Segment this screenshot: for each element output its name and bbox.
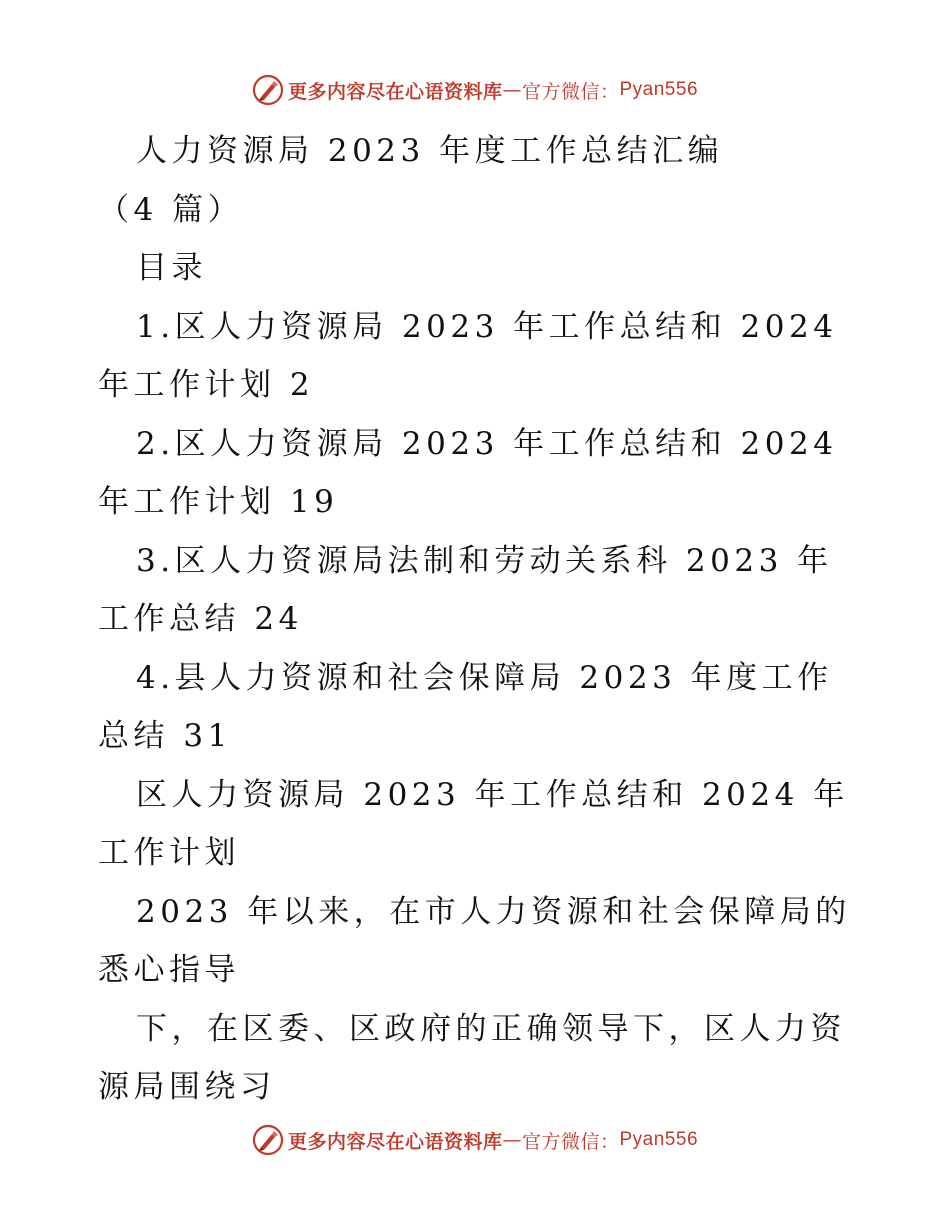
pen-logo-icon: [252, 1124, 284, 1156]
header-banner: [0, 70, 950, 110]
header-banner-title: 更多内容尽在心语资料库: [287, 80, 503, 103]
footer-banner-wechat-label: 官方微信：: [521, 1130, 620, 1153]
toc-item-2: 2.区人力资源局 2023 年工作总结和 2024 年工作计划 19: [98, 425, 838, 520]
footer-banner-title: 更多内容尽在心语资料库: [287, 1130, 503, 1153]
body-paragraph-1: 2023 年以来，在市人力资源和社会保障局的悉心指导: [98, 893, 851, 988]
toc-item-1: 1.区人力资源局 2023 年工作总结和 2024 年工作计划 2: [98, 308, 838, 403]
footer-banner: [0, 1120, 950, 1160]
header-banner-wechat-label: 官方微信：: [521, 80, 620, 103]
header-banner-separator: —: [502, 79, 522, 101]
toc-item-4: 4.县人力资源和社会保障局 2023 年度工作总结 31: [98, 659, 833, 754]
footer-banner-separator: —: [502, 1129, 522, 1151]
document-title: 人力资源局 2023 年度工作总结汇编（4 篇）: [98, 133, 724, 228]
header-banner-wechat-id: Pyan556: [619, 79, 699, 100]
toc-item-3: 3.区人力资源局法制和劳动关系科 2023 年工作总结 24: [98, 542, 833, 637]
body-paragraph-2: 下，在区委、区政府的正确领导下，区人力资源局围绕习: [98, 1010, 846, 1105]
pen-logo-icon: [252, 74, 284, 106]
footer-banner-wechat-id: Pyan556: [619, 1129, 699, 1150]
toc-heading: 目录: [136, 250, 207, 286]
document-content: [98, 122, 858, 1117]
section-title: 区人力资源局 2023 年工作总结和 2024 年工作计划: [98, 776, 849, 871]
